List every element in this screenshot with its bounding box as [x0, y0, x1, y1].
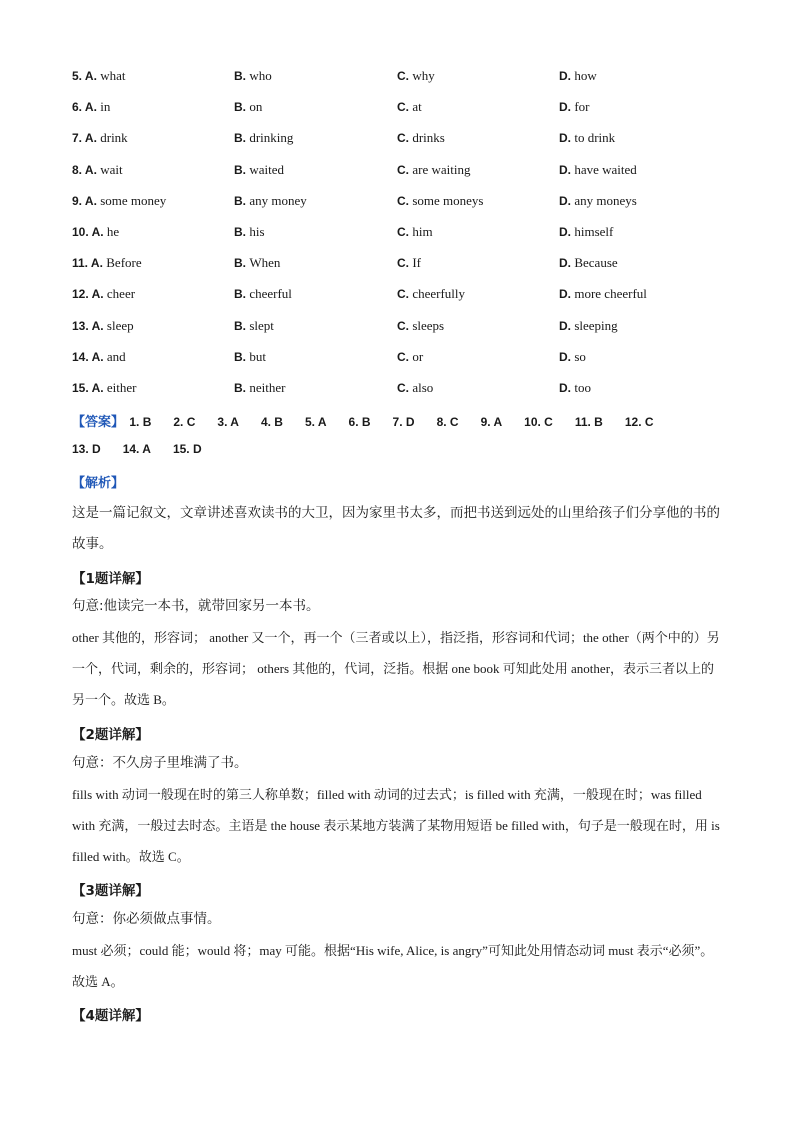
option-letter: D.	[559, 225, 575, 239]
answer-item: 2. C	[173, 415, 196, 429]
option-letter: D.	[559, 318, 575, 333]
option-letter: 6. A.	[72, 100, 101, 115]
option-b	[234, 68, 272, 84]
option-letter: 5. A.	[72, 69, 101, 83]
answer-item: 7. D	[392, 415, 415, 429]
q2-heading: 【2题详解】	[72, 727, 149, 743]
option-text: cheer	[106, 286, 136, 302]
option-text: are waiting	[412, 161, 471, 177]
option-text: and	[106, 348, 126, 364]
option-text: drinking	[249, 130, 294, 146]
option-text: what	[100, 68, 126, 83]
option-row	[72, 193, 732, 213]
option-d	[559, 255, 618, 271]
option-c	[397, 99, 422, 115]
option-b	[234, 193, 307, 209]
option-text: slept	[249, 317, 274, 333]
option-c	[397, 349, 423, 365]
option-text: also	[412, 380, 434, 395]
option-a	[72, 162, 123, 178]
option-letter: 14. A.	[72, 349, 107, 364]
option-a	[72, 255, 142, 271]
option-text: to drink	[574, 130, 616, 146]
option-letter: 12. A.	[72, 287, 107, 302]
option-row	[72, 318, 732, 338]
option-letter: C.	[397, 318, 413, 333]
option-letter: D.	[559, 69, 575, 83]
option-row	[72, 130, 732, 150]
answer-line-2	[72, 442, 202, 456]
q1-heading: 【1题详解】	[72, 571, 149, 587]
answer-item: 11. B	[574, 415, 603, 429]
q1-explain: other 其他的，形容词； another 又一个，再一个（三者或以上），指泛指，形容词和代词；the other（两个中的）另一个，代词，剩余的，形容词； others 其他的，代词，泛指。根据 one book 可知此处用 another，表示三者以上的另一个。故选 B。	[72, 630, 720, 707]
option-b	[234, 286, 292, 302]
option-letter: D.	[559, 193, 575, 208]
option-text: drink	[100, 130, 128, 146]
option-text: for	[574, 99, 590, 115]
option-d	[559, 224, 613, 240]
option-c	[397, 224, 433, 240]
option-letter: 15. A.	[72, 381, 107, 395]
option-row	[72, 349, 732, 369]
option-text: why	[412, 68, 435, 83]
option-text: Before	[106, 255, 142, 271]
option-c	[397, 162, 470, 178]
answer-label: 【答案】	[72, 415, 125, 430]
option-d	[559, 349, 586, 365]
option-row	[72, 380, 732, 400]
option-a	[72, 286, 135, 302]
option-letter: D.	[559, 287, 575, 302]
answer-item: 10. C	[524, 415, 553, 429]
option-letter: 10. A.	[72, 225, 107, 239]
answer-item: 15. D	[172, 442, 202, 456]
option-a	[72, 193, 166, 209]
answer-item: 5. A	[304, 415, 327, 429]
option-text: or	[412, 348, 424, 364]
option-letter: B.	[234, 225, 250, 239]
option-letter: B.	[234, 381, 250, 395]
option-b	[234, 380, 285, 396]
option-letter: C.	[397, 287, 413, 302]
option-letter: C.	[397, 193, 413, 208]
option-text: sleeping	[574, 317, 618, 333]
q2-meaning: 句意：不久房子里堆满了书。	[72, 755, 248, 771]
option-letter: B.	[234, 131, 250, 146]
option-letter: C.	[397, 69, 413, 83]
option-row	[72, 224, 732, 244]
option-text: If	[412, 255, 422, 271]
option-text: so	[574, 348, 586, 364]
answer-item: 9. A	[480, 415, 503, 429]
option-text: he	[106, 224, 120, 239]
option-d	[559, 318, 618, 334]
option-text: his	[249, 224, 265, 239]
answer-item: 12. C	[624, 415, 654, 429]
option-letter: D.	[559, 256, 575, 271]
option-a	[72, 130, 128, 146]
option-b	[234, 224, 265, 240]
option-b	[234, 349, 266, 365]
option-letter: B.	[234, 69, 250, 83]
option-letter: D.	[559, 131, 575, 146]
option-text: have waited	[574, 161, 637, 177]
option-text: him	[412, 224, 433, 239]
option-row	[72, 255, 732, 275]
option-row	[72, 162, 732, 182]
answer-item: 3. A	[217, 415, 239, 429]
option-letter: 13. A.	[72, 318, 107, 333]
option-text: himself	[574, 224, 614, 239]
option-letter: C.	[397, 256, 413, 271]
option-d	[559, 68, 597, 84]
option-letter: 9. A.	[72, 193, 101, 208]
option-a	[72, 318, 134, 334]
option-letter: D.	[559, 100, 575, 115]
q3-meaning: 句意：你必须做点事情。	[72, 911, 221, 927]
option-text: either	[106, 380, 137, 395]
option-text: more cheerful	[574, 286, 647, 302]
option-c	[397, 255, 421, 271]
option-text: but	[249, 348, 266, 364]
option-text: Because	[574, 255, 618, 271]
option-text: sleeps	[412, 317, 445, 333]
option-letter: C.	[397, 100, 413, 115]
option-text: waited	[249, 161, 284, 177]
analysis-label-text: 【解析】	[72, 476, 125, 491]
option-text: drinks	[412, 130, 445, 146]
answer-item: 4. B	[260, 415, 283, 429]
option-a	[72, 99, 110, 115]
option-letter: B.	[234, 100, 250, 115]
answer-item: 13. D	[72, 442, 101, 456]
option-b	[234, 318, 274, 334]
option-row	[72, 68, 732, 88]
option-b	[234, 130, 293, 146]
option-text: any moneys	[574, 192, 637, 208]
option-letter: B.	[234, 193, 250, 208]
q3-heading: 【3题详解】	[72, 883, 149, 899]
option-text: on	[249, 99, 263, 115]
option-a	[72, 349, 126, 365]
option-letter: C.	[397, 131, 413, 146]
q1-meaning: 句意:他读完一本书，就带回家另一本书。	[72, 598, 320, 614]
option-b	[234, 162, 284, 178]
option-text: some money	[100, 192, 167, 208]
option-letter: 8. A.	[72, 162, 101, 177]
option-c	[397, 193, 483, 209]
option-b	[234, 99, 262, 115]
option-letter: D.	[559, 381, 575, 395]
option-a	[72, 380, 137, 396]
answer-line-1	[72, 411, 654, 430]
option-row	[72, 286, 732, 306]
q3-explain: must 必须；could 能；would 将；may 可能。根据“His wife, Alice, is angry”可知此处用情态动词 must 表示“必须”。故选 A。	[72, 943, 714, 989]
option-letter: B.	[234, 318, 250, 333]
answer-item: 8. C	[436, 415, 459, 429]
option-text: cheerful	[249, 286, 292, 302]
option-letter: D.	[559, 349, 575, 364]
option-letter: B.	[234, 162, 250, 177]
option-letter: 11. A.	[72, 256, 107, 271]
option-d	[559, 286, 647, 302]
option-b	[234, 255, 280, 271]
q4-heading: 【4题详解】	[72, 1008, 149, 1024]
option-d	[559, 99, 590, 115]
option-d	[559, 193, 637, 209]
option-letter: B.	[234, 349, 250, 364]
option-letter: D.	[559, 162, 575, 177]
option-letter: B.	[234, 287, 250, 302]
option-c	[397, 380, 433, 396]
option-text: any money	[249, 192, 307, 208]
option-letter: C.	[397, 225, 413, 239]
option-a	[72, 224, 119, 240]
option-c	[397, 130, 445, 146]
option-letter: B.	[234, 256, 250, 271]
option-text: who	[249, 68, 272, 83]
option-text: at	[412, 99, 422, 115]
option-text: how	[574, 68, 597, 83]
option-text: too	[574, 380, 591, 395]
option-d	[559, 130, 615, 146]
option-text: in	[100, 99, 111, 115]
option-text: some moneys	[412, 192, 484, 208]
option-letter: 7. A.	[72, 131, 101, 146]
option-d	[559, 162, 637, 178]
option-text: When	[249, 255, 281, 271]
q2-explain: fills with 动词一般现在时的第三人称单数；filled with 动词的过去式；is filled with 充满，一般现在时；was filled with 充满，一般过去时态。主语是 the house 表示某地方装满了某物用短语 be filled with，句子是一般现在时，用 is filled with。故选 C。	[72, 787, 720, 864]
option-text: sleep	[106, 317, 134, 333]
summary-paragraph: 这是一篇记叙文，文章讲述喜欢读书的大卫，因为家里书太多，而把书送到远处的山里给孩子们分享他的书的故事。	[72, 505, 720, 552]
option-letter: C.	[397, 162, 413, 177]
option-a	[72, 68, 126, 84]
answer-item: 14. A	[122, 442, 151, 456]
analysis-label	[72, 472, 124, 491]
option-letter: C.	[397, 381, 413, 395]
option-letter: C.	[397, 349, 413, 364]
answer-item: 1. B	[129, 415, 152, 429]
option-c	[397, 68, 435, 84]
option-d	[559, 380, 591, 396]
option-row	[72, 99, 732, 119]
option-c	[397, 286, 465, 302]
option-text: wait	[100, 161, 123, 177]
option-text: neither	[249, 380, 286, 395]
option-c	[397, 318, 444, 334]
answer-item: 6. B	[348, 415, 371, 429]
option-text: cheerfully	[412, 286, 466, 302]
